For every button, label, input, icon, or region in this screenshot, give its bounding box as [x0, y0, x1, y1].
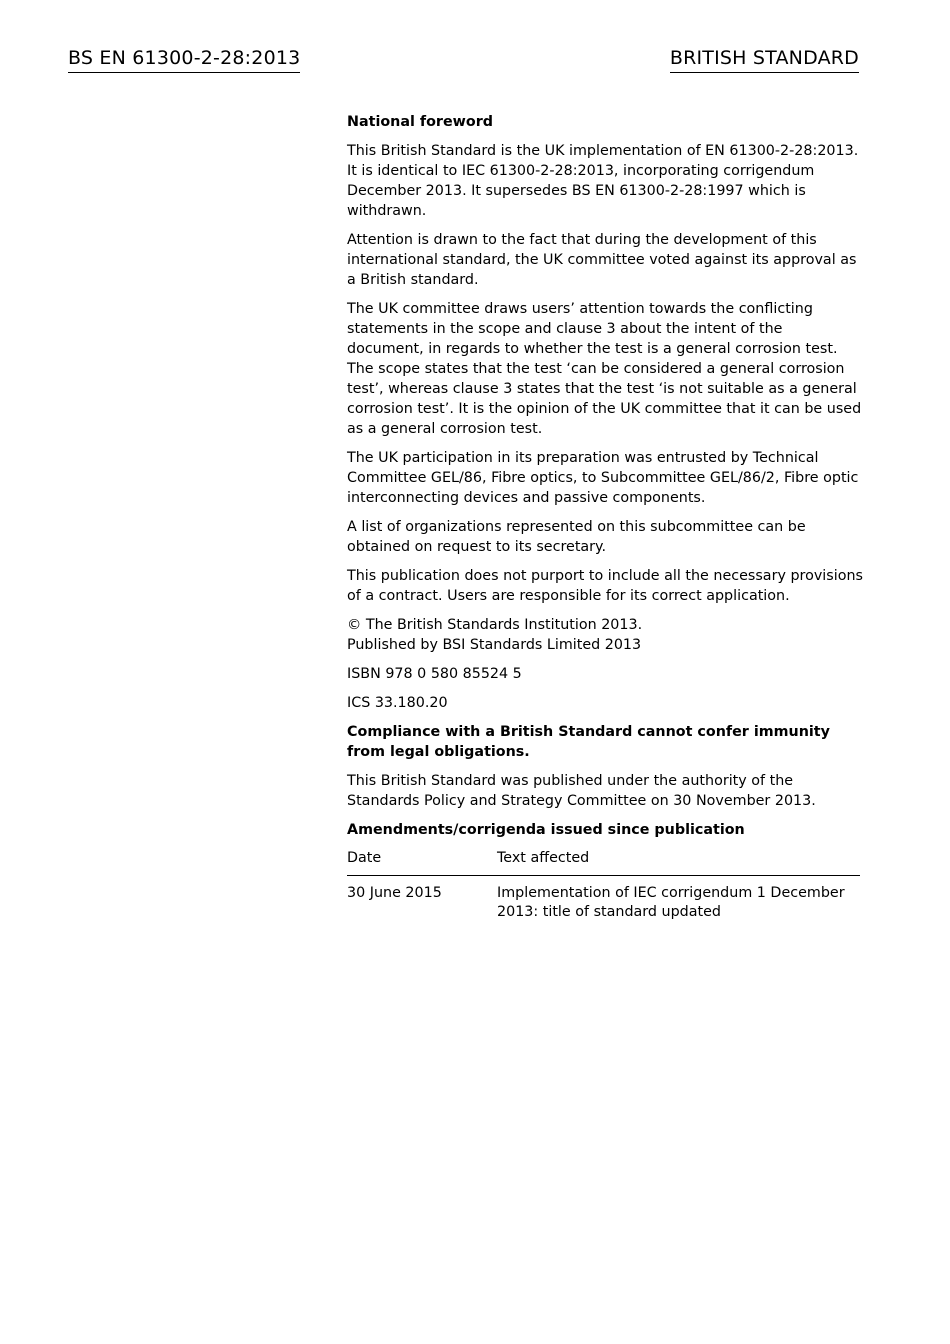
copyright-notice [347, 615, 863, 655]
ics: ICS 33.180.20 [347, 695, 448, 711]
document-code: BS EN 61300-2-28:2013 [68, 46, 300, 73]
foreword-paragraph: This publication does not purport to include all the necessary provisions of a contract. Users are responsible for its correct application. [347, 568, 863, 604]
publisher-line: Published by BSI Standards Limited 2013 [347, 637, 642, 653]
authority-statement: This British Standard was published under the authority of the Standards Policy and Strategy Committee on 30 November 2013. [347, 773, 816, 809]
compliance-notice: Compliance with a British Standard cannot confer immunity from legal obligations. [347, 724, 830, 760]
foreword-paragraph: The UK committee draws users’ attention towards the conflicting statements in the scope and clause 3 about the intent of the document, in regards to whether the test is a general corrosion test. The scope states that the test ‘can be considered a general corrosion test’, whereas clause 3 states that the test ‘is not suitable as a general corrosion test’. It is the opinion of the UK committee that it can be used as a general corrosion test. [347, 301, 862, 437]
date-column-header: Date [347, 849, 497, 876]
table-header-row [347, 849, 860, 876]
foreword-paragraph: The UK participation in its preparation was entrusted by Technical Committee GEL/86, Fibre optics, to Subcommittee GEL/86/2, Fibre optic interconnecting devices and passive components. [347, 450, 859, 506]
amendments-title: Amendments/corrigenda issued since publication [347, 822, 745, 838]
foreword-title: National foreword [347, 114, 493, 130]
national-foreword [347, 112, 863, 922]
foreword-paragraph: A list of organizations represented on this subcommittee can be obtained on request to its secretary. [347, 519, 806, 555]
isbn: ISBN 978 0 580 85524 5 [347, 666, 522, 682]
foreword-paragraph: This British Standard is the UK implementation of EN 61300-2-28:2013. It is identical to IEC 61300-2-28:2013, incorporating corrigendum December 2013. It supersedes BS EN 61300-2-28:1997 which is withdrawn. [347, 143, 859, 219]
amendments-table [347, 849, 860, 922]
amendment-date: 30 June 2015 [347, 885, 442, 901]
amendment-text: Implementation of IEC corrigendum 1 December 2013: title of standard updated [497, 885, 845, 920]
foreword-paragraph: Attention is drawn to the fact that during the development of this international standard, the UK committee voted against its approval as a British standard. [347, 232, 857, 288]
document-type: BRITISH STANDARD [670, 46, 859, 73]
copyright-line: © The British Standards Institution 2013. [347, 617, 643, 633]
table-row [347, 876, 860, 923]
text-affected-column-header: Text affected [497, 849, 860, 876]
